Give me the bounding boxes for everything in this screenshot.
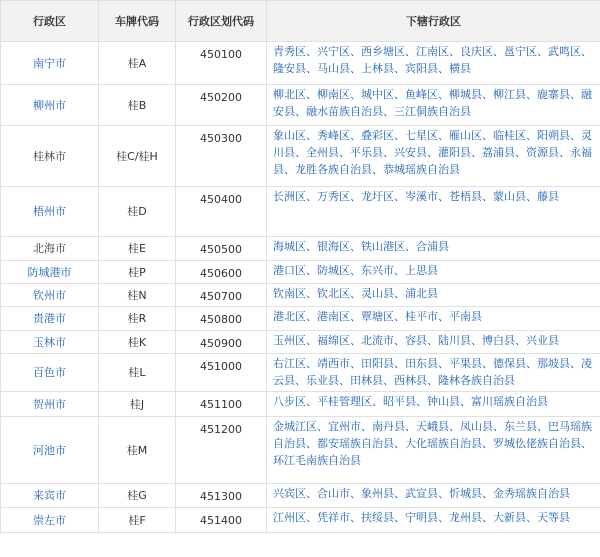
table-row — [1, 417, 600, 484]
table-row — [1, 42, 600, 85]
division-code: 450300 — [176, 126, 267, 187]
division-code: 450800 — [176, 307, 267, 331]
plate-code: 桂D — [99, 187, 176, 237]
division-code: 450100 — [176, 42, 267, 85]
table-row — [1, 484, 600, 508]
subdivision-links[interactable]: 港口区、防城区、东兴市、上思县 — [267, 261, 600, 284]
plate-code: 桂E — [99, 237, 176, 261]
division-code: 451400 — [176, 508, 267, 533]
plate-code: 桂L — [99, 354, 176, 392]
plate-code: 桂C/桂H — [99, 126, 176, 187]
plate-code: 桂M — [99, 417, 176, 484]
plate-code: 桂B — [99, 85, 176, 126]
plate-code: 桂G — [99, 484, 176, 508]
division-code: 450200 — [176, 85, 267, 126]
city-name-link[interactable]: 钦州市 — [1, 284, 99, 307]
city-name-link[interactable]: 崇左市 — [1, 508, 99, 533]
subdivision-links[interactable]: 柳北区、柳南区、城中区、鱼峰区、柳城县、柳江县、鹿寨县、融安县、融水苗族自治县、三江侗族自治县 — [267, 85, 600, 126]
city-name: 北海市 — [1, 237, 99, 261]
subdivision-links[interactable]: 金城江区、宜州市、南丹县、天峨县、凤山县、东兰县、巴马瑶族自治县、都安瑶族自治县、大化瑶族自治县、罗城仫佬族自治县、环江毛南族自治县 — [267, 417, 600, 484]
city-name-link[interactable]: 柳州市 — [1, 85, 99, 126]
plate-code: 桂F — [99, 508, 176, 533]
division-code: 451200 — [176, 417, 267, 484]
table-row — [1, 126, 600, 187]
plate-code: 桂J — [99, 392, 176, 417]
header-row — [1, 1, 600, 42]
plate-code: 桂K — [99, 331, 176, 354]
subdivision-links[interactable]: 象山区、秀峰区、叠彩区、七星区、雁山区、临桂区、阳朔县、灵川县、全州县、平乐县、兴安县、灌阳县、荔浦县、资源县、永福县、龙胜各族自治县、恭城瑶族自治县 — [267, 126, 600, 187]
table-row — [1, 508, 600, 533]
city-name-link[interactable]: 玉林市 — [1, 331, 99, 354]
table-row — [1, 261, 600, 284]
city-name-link[interactable]: 河池市 — [1, 417, 99, 484]
subdivision-links[interactable]: 江州区、凭祥市、扶绥县、宁明县、龙州县、大新县、天等县 — [267, 508, 600, 533]
header-plate-code: 车牌代码 — [99, 1, 176, 42]
plate-code: 桂P — [99, 261, 176, 284]
plate-code: 桂A — [99, 42, 176, 85]
table-row — [1, 331, 600, 354]
table-row — [1, 284, 600, 307]
city-name-link[interactable]: 贵港市 — [1, 307, 99, 331]
table-row — [1, 354, 600, 392]
table-row — [1, 392, 600, 417]
city-name-link[interactable]: 南宁市 — [1, 42, 99, 85]
division-code: 451000 — [176, 354, 267, 392]
division-code: 450500 — [176, 237, 267, 261]
city-name-link[interactable]: 百色市 — [1, 354, 99, 392]
division-code: 450700 — [176, 284, 267, 307]
division-code: 450900 — [176, 331, 267, 354]
header-division-code: 行政区划代码 — [176, 1, 267, 42]
subdivision-links[interactable]: 玉州区、福绵区、北流市、容县、陆川县、博白县、兴业县 — [267, 331, 600, 354]
subdivision-links[interactable]: 八步区、平桂管理区、昭平县、钟山县、富川瑶族自治县 — [267, 392, 600, 417]
header-subdivisions: 下辖行政区 — [267, 1, 600, 42]
division-code: 450400 — [176, 187, 267, 237]
table-row — [1, 237, 600, 261]
city-name-link[interactable]: 贺州市 — [1, 392, 99, 417]
plate-code: 桂N — [99, 284, 176, 307]
plate-code: 桂R — [99, 307, 176, 331]
city-name: 桂林市 — [1, 126, 99, 187]
subdivision-links[interactable]: 青秀区、兴宁区、西乡塘区、江南区、良庆区、邕宁区、武鸣区、隆安县、马山县、上林县、宾阳县、横县 — [267, 42, 600, 85]
division-code: 450600 — [176, 261, 267, 284]
division-code: 451100 — [176, 392, 267, 417]
table-row — [1, 85, 600, 126]
subdivision-links[interactable]: 钦南区、钦北区、灵山县、浦北县 — [267, 284, 600, 307]
city-name-link[interactable]: 防城港市 — [1, 261, 99, 284]
subdivision-links[interactable]: 海城区、银海区、铁山港区、合浦县 — [267, 237, 600, 261]
subdivision-links[interactable]: 港北区、港南区、覃塘区、桂平市、平南县 — [267, 307, 600, 331]
table-row — [1, 307, 600, 331]
subdivision-links[interactable]: 兴宾区、合山市、象州县、武宣县、忻城县、金秀瑶族自治县 — [267, 484, 600, 508]
city-name-link[interactable]: 梧州市 — [1, 187, 99, 237]
city-name-link[interactable]: 来宾市 — [1, 484, 99, 508]
subdivision-links[interactable]: 长洲区、万秀区、龙圩区、岑溪市、苍梧县、蒙山县、藤县 — [267, 187, 600, 237]
division-code: 451300 — [176, 484, 267, 508]
header-division: 行政区 — [1, 1, 99, 42]
table-row — [1, 187, 600, 237]
subdivision-links[interactable]: 右江区、靖西市、田阳县、田东县、平果县、德保县、那坡县、凌云县、乐业县、田林县、西林县、隆林各族自治县 — [267, 354, 600, 392]
